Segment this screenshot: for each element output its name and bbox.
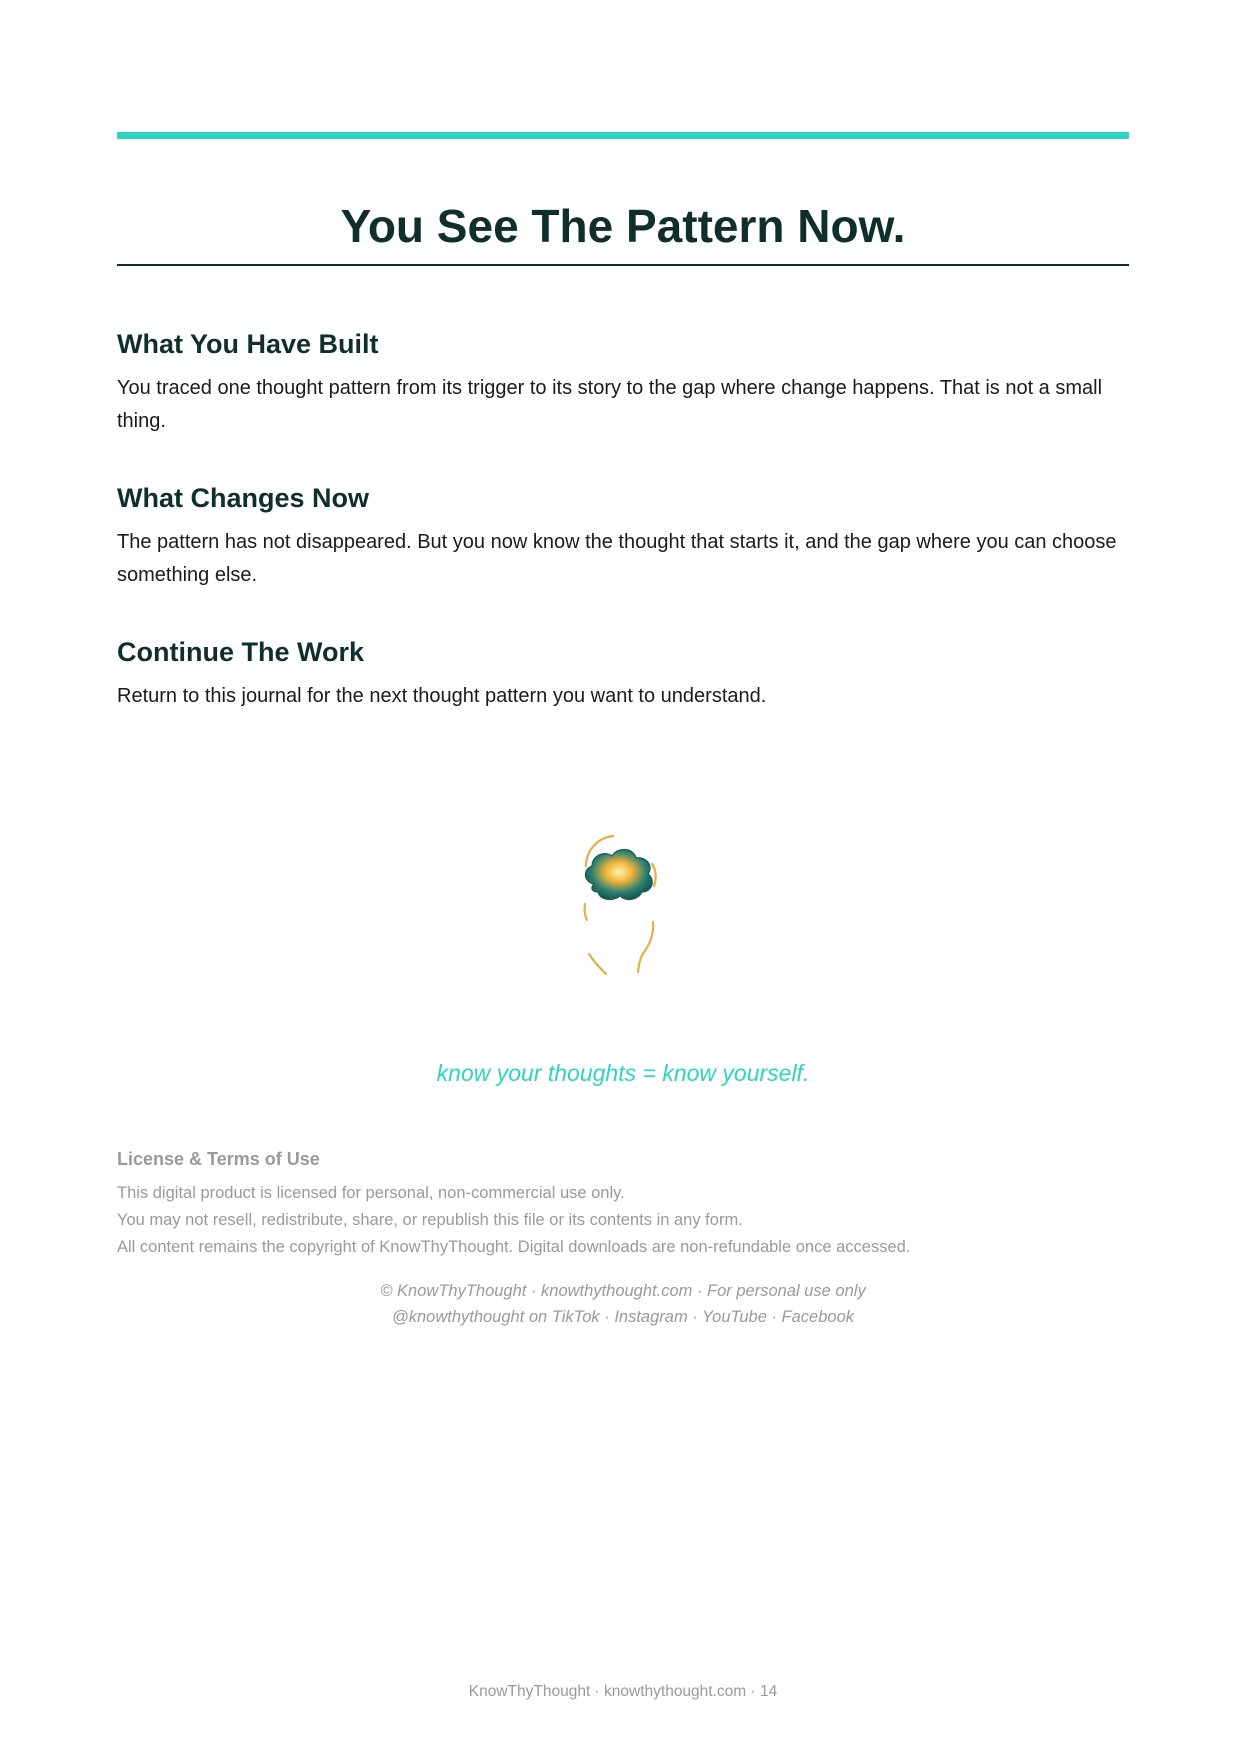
section-heading: What You Have Built	[117, 329, 379, 359]
license-line: All content remains the copyright of KnowThyThought. Digital downloads are non-refundable once accessed.	[117, 1238, 911, 1256]
page-title: You See The Pattern Now.	[340, 200, 906, 252]
section-what-changes-now	[117, 480, 1129, 592]
license-line: You may not resell, redistribute, share, or republish this file or its contents in any form.	[117, 1211, 743, 1229]
social-line: @knowthythought on TikTok · Instagram · YouTube · Facebook	[391, 1308, 855, 1326]
title-divider	[117, 264, 1129, 266]
tagline: know your thoughts = know yourself.	[436, 1060, 810, 1086]
license-heading: License & Terms of Use	[117, 1149, 320, 1169]
license-terms	[117, 1146, 1129, 1261]
accent-bar	[117, 132, 1129, 139]
copyright-block	[117, 1278, 1129, 1330]
section-body: Return to this journal for the next thought pattern you want to understand.	[117, 685, 767, 707]
section-body: You traced one thought pattern from its trigger to its story to the gap where change happens. That is not a small thing.	[117, 377, 1103, 432]
section-heading: Continue The Work	[117, 637, 364, 667]
section-what-you-have-built	[117, 326, 1129, 438]
license-line: This digital product is licensed for personal, non-commercial use only.	[117, 1184, 625, 1202]
section-heading: What Changes Now	[117, 483, 370, 513]
section-body: The pattern has not disappeared. But you now know the thought that starts it, and the gap where you can choose something else.	[117, 531, 1117, 586]
page-footer: KnowThyThought · knowthythought.com · 14	[468, 1683, 778, 1700]
head-with-glowing-cloud-icon	[566, 834, 676, 994]
copyright-line: © KnowThyThought · knowthythought.com · For personal use only	[380, 1282, 866, 1300]
section-continue-the-work	[117, 634, 1129, 713]
